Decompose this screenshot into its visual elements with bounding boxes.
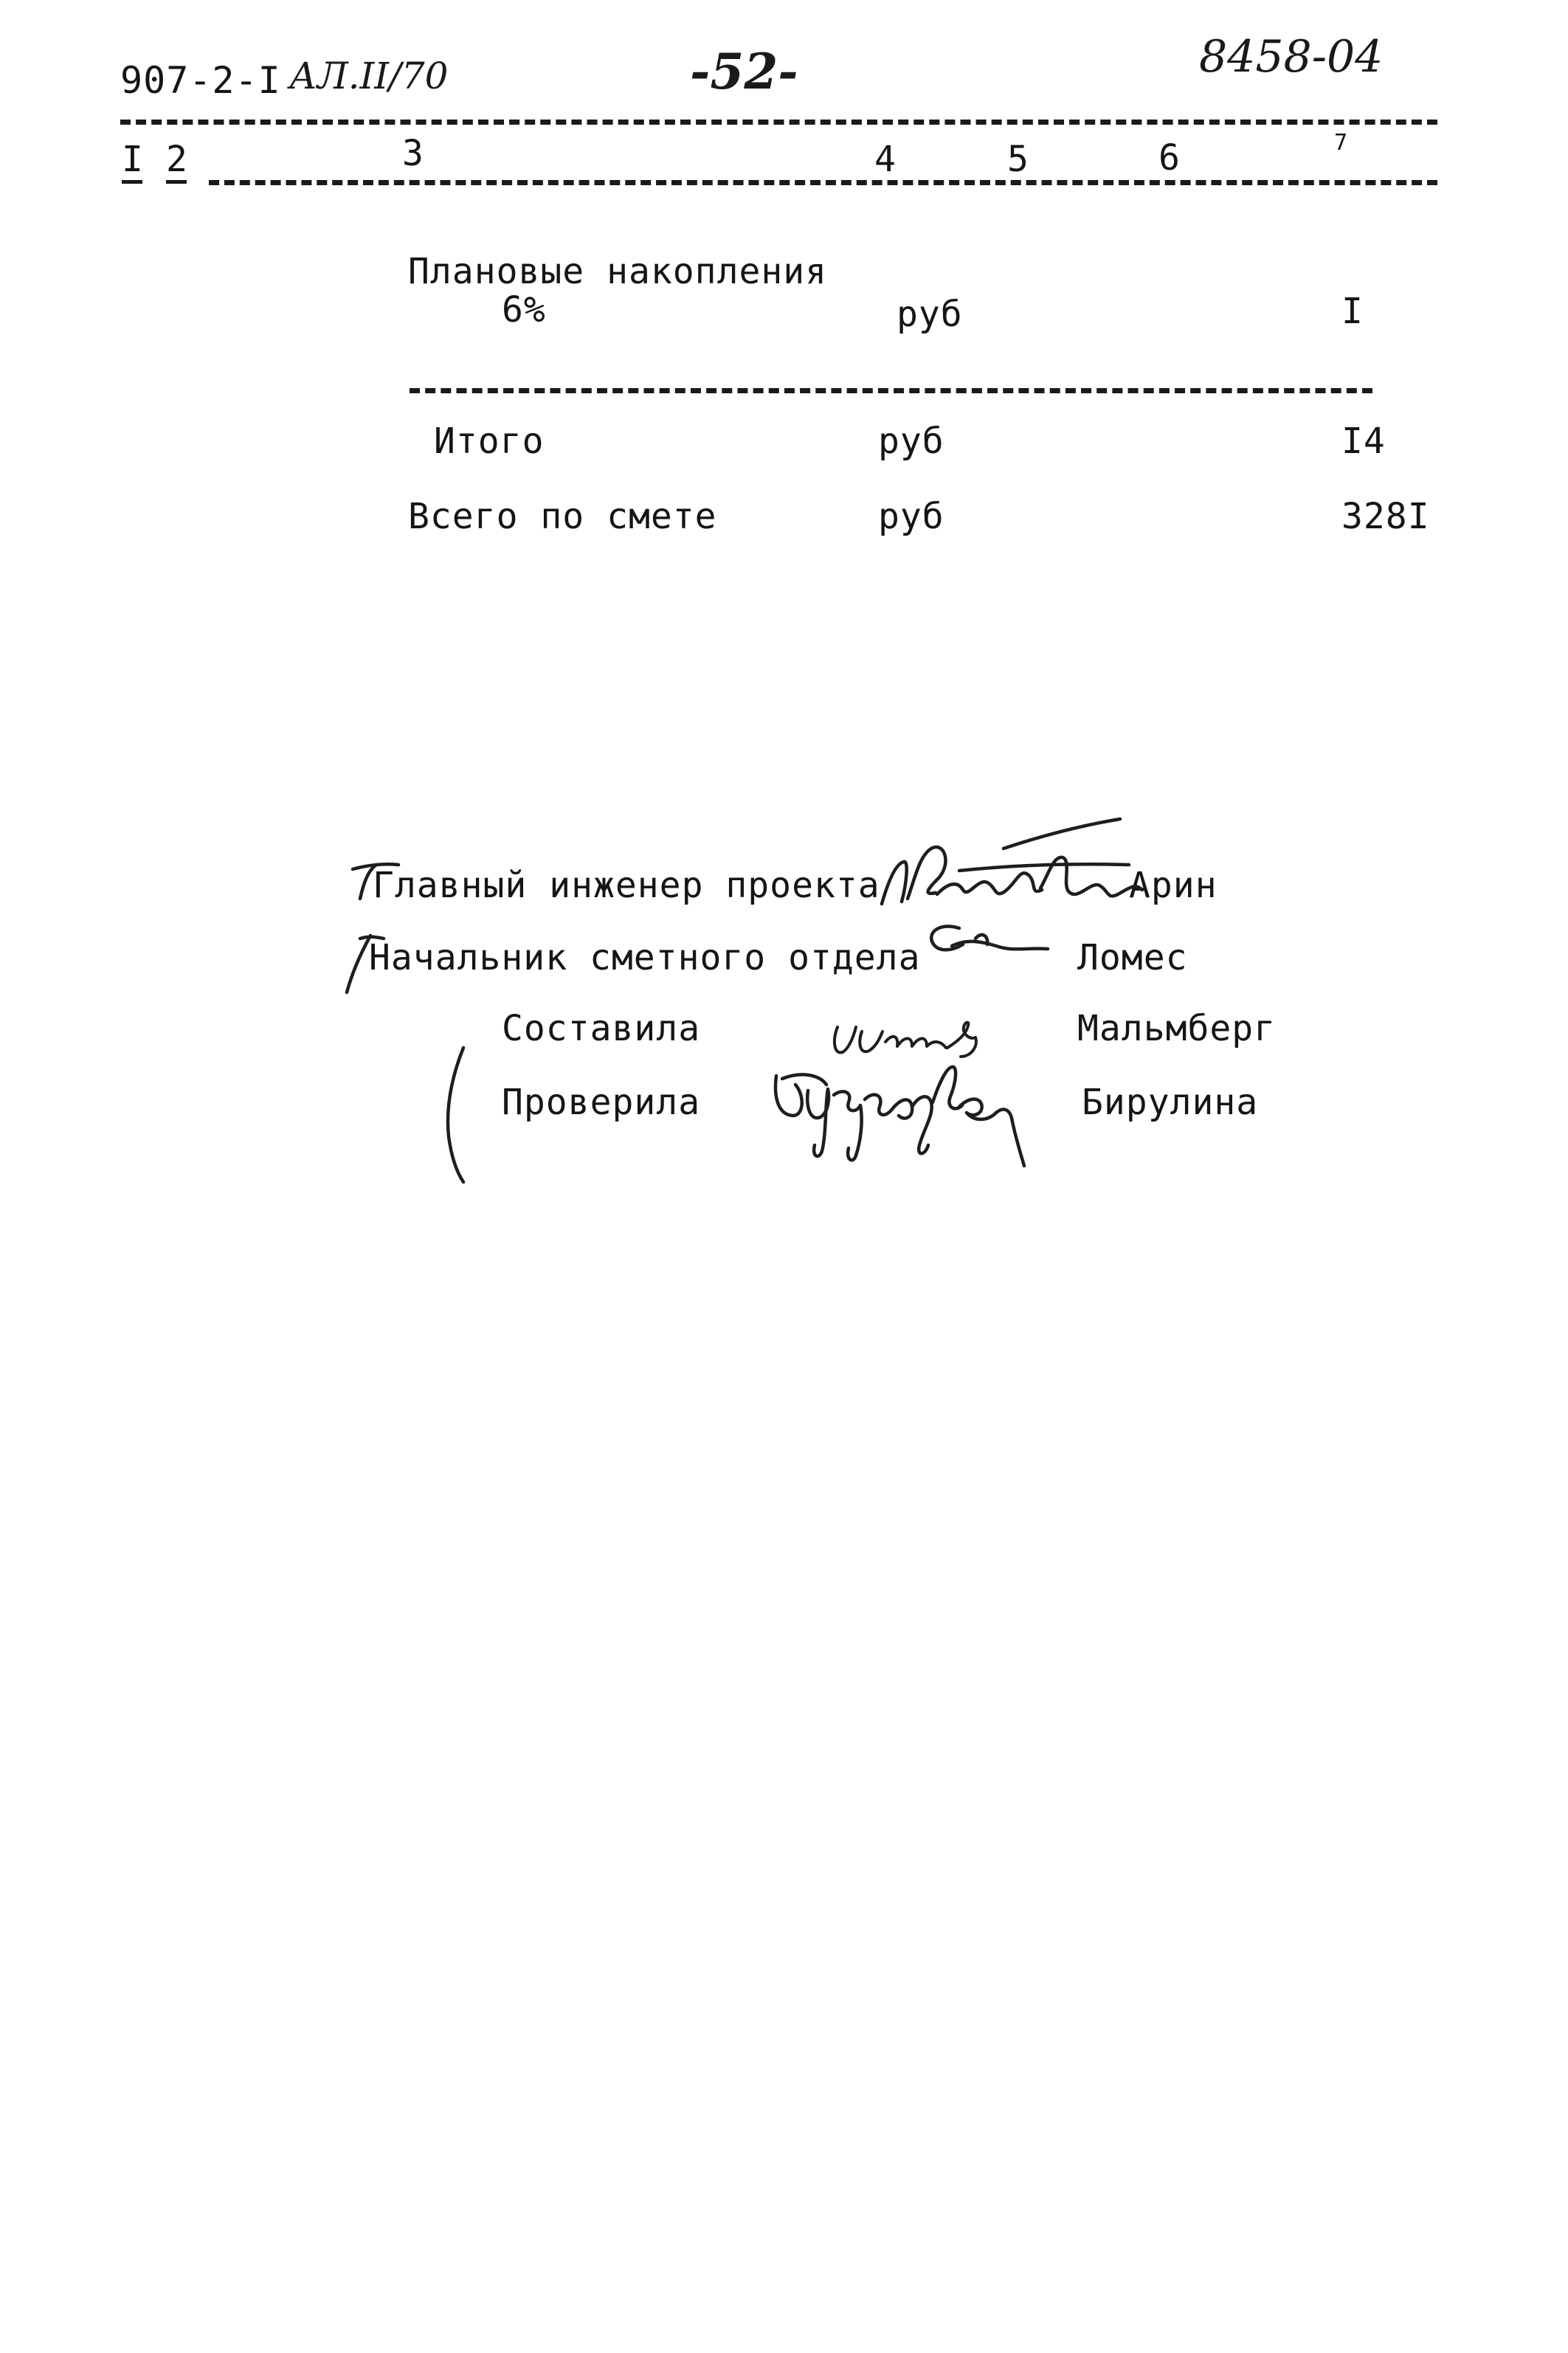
grand-total-label: Всего по смете: [408, 496, 717, 537]
compiled-by-name: Мальмберг: [1077, 1008, 1277, 1049]
estimate-head-name: Ломес: [1077, 937, 1188, 978]
column-number-2: 2: [166, 139, 188, 180]
estimate-head-signature: [347, 926, 1048, 992]
column-number-4: 4: [874, 139, 897, 180]
planned-savings-unit: руб: [897, 294, 963, 335]
planned-savings-percent: 6%: [502, 289, 546, 331]
checked-by-name: Бирулина: [1082, 1082, 1259, 1123]
planned-savings-label: Плановые накопления: [408, 251, 828, 292]
column-number-6: 6: [1158, 137, 1181, 179]
column-number-3: 3: [402, 133, 424, 174]
inventory-number: 8458-04: [1199, 31, 1384, 83]
series-code-handwritten: АЛ.II/70: [289, 55, 449, 97]
chief-engineer-signature: [353, 819, 1142, 904]
column-number-7: 7: [1334, 130, 1349, 156]
compiled-by-role: Составила: [502, 1008, 701, 1049]
series-code: 907-2-I: [120, 59, 281, 102]
column-number-5: 5: [1007, 139, 1029, 180]
subtotal-value: I4: [1341, 421, 1386, 462]
planned-savings-value: I: [1341, 291, 1364, 332]
chief-engineer-name: Арин: [1129, 865, 1218, 906]
subtotal-unit: руб: [878, 421, 944, 462]
estimate-head-role: Начальник сметного отдела: [369, 937, 921, 978]
checked-by-signature: [448, 1048, 1024, 1182]
grand-total-value: 328I: [1341, 496, 1430, 537]
column-number-1: I: [122, 139, 144, 180]
compiled-by-signature: [835, 1023, 976, 1057]
grand-total-unit: руб: [878, 496, 944, 537]
subtotal-label: Итого: [434, 421, 545, 462]
checked-by-role: Проверила: [502, 1082, 701, 1123]
page-number: -52-: [690, 43, 798, 100]
chief-engineer-role: Главный инженер проекта: [373, 865, 880, 906]
